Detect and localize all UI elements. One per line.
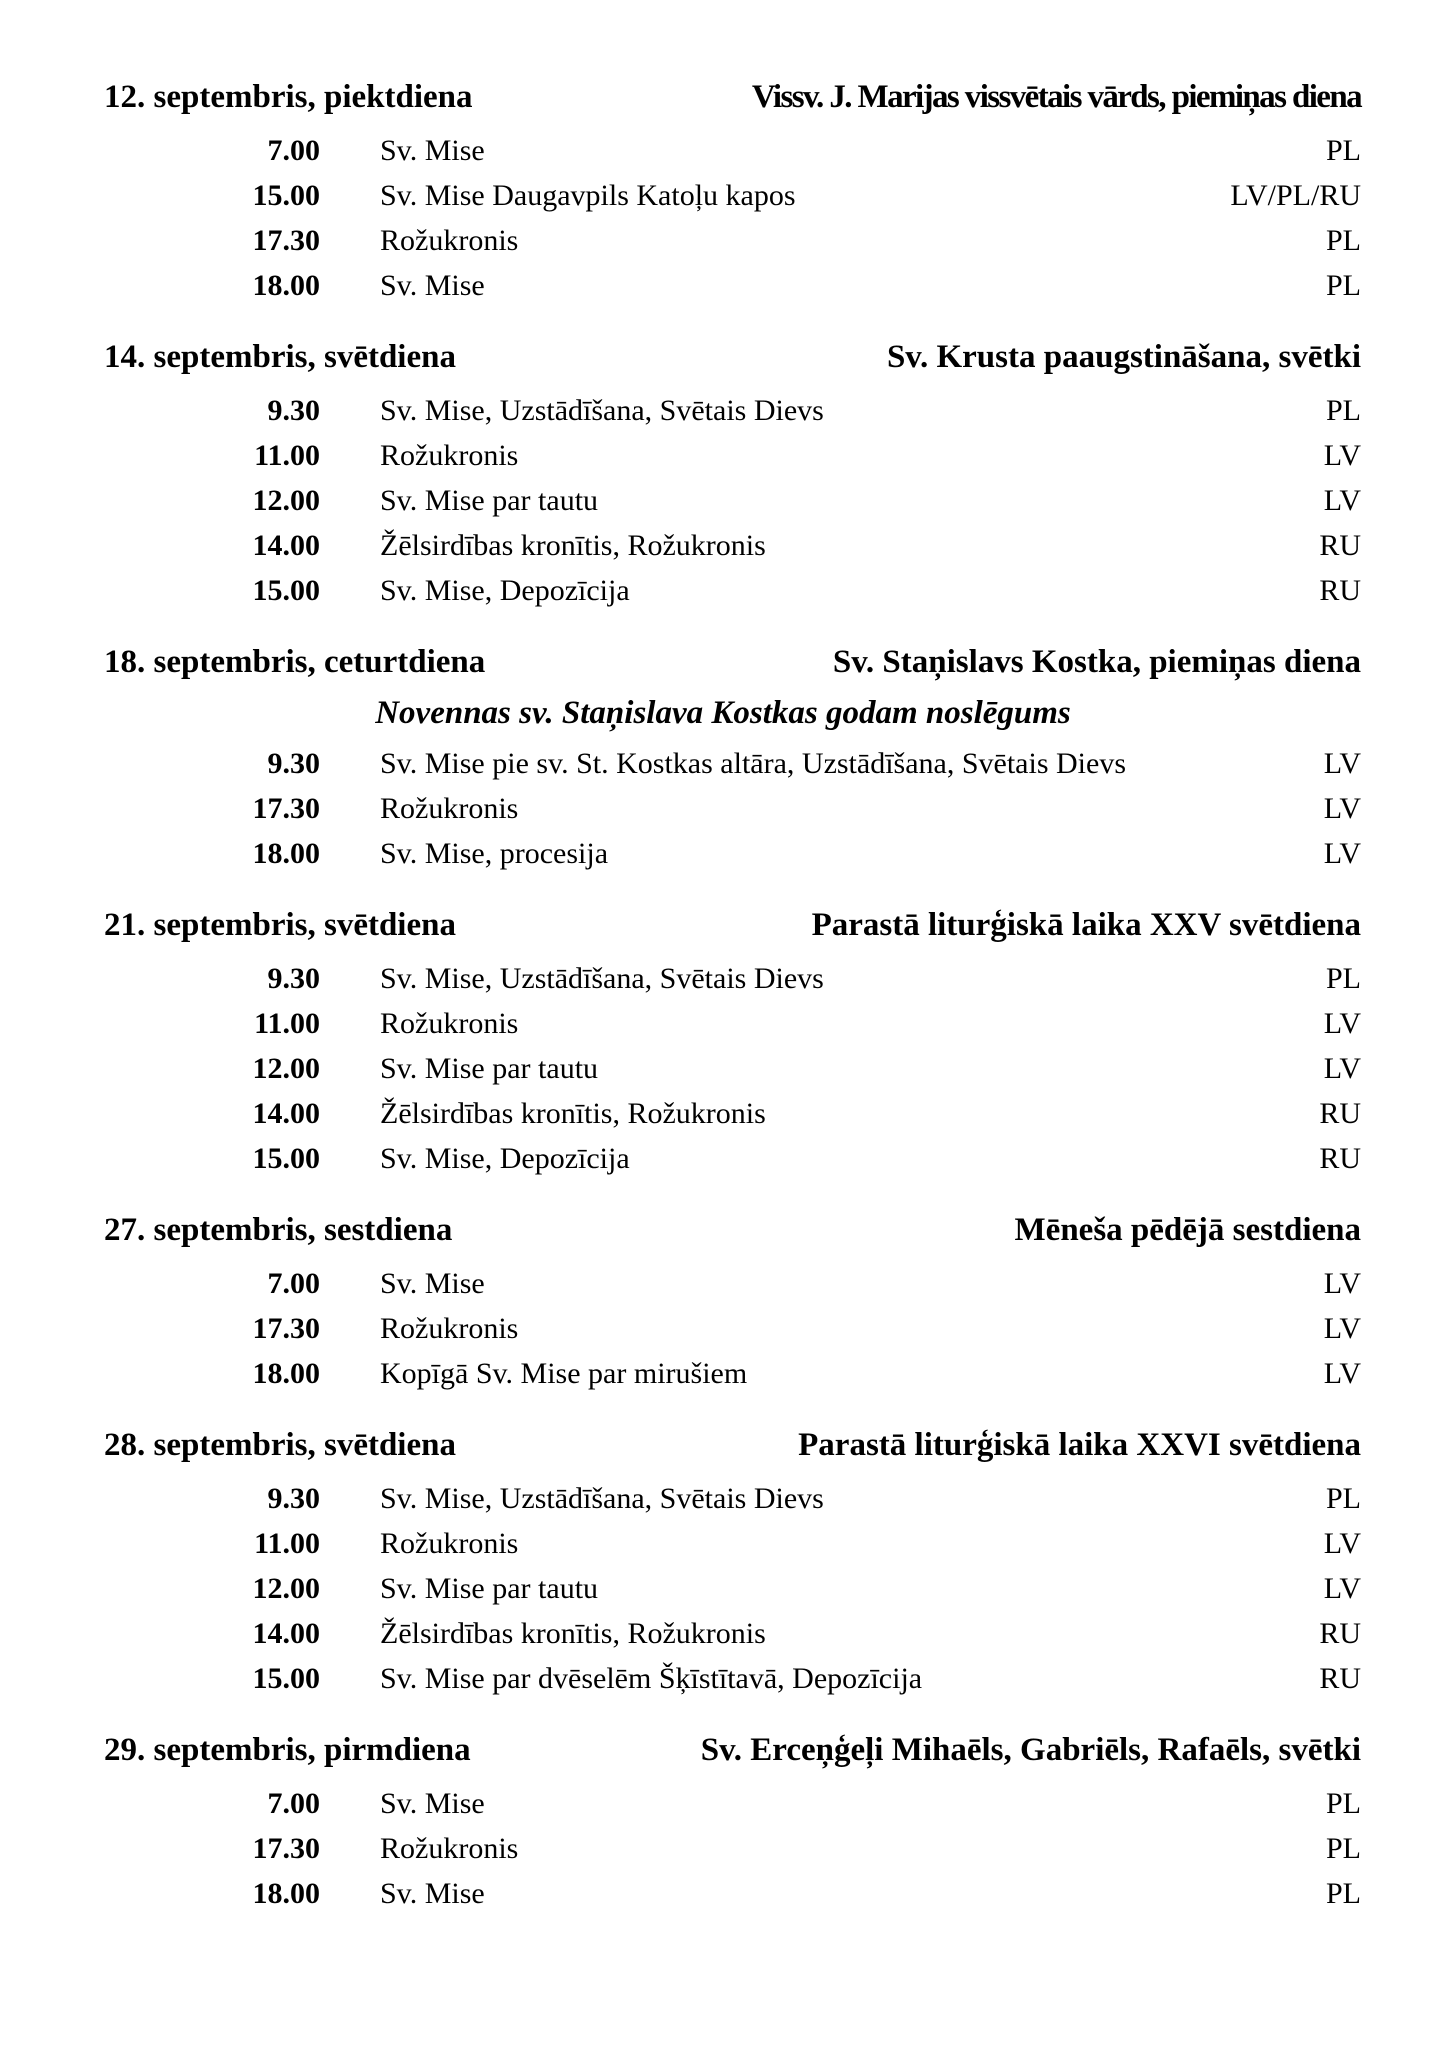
entry-description: Sv. Mise, Uzstādīšana, Svētais Dievs <box>380 1482 824 1515</box>
entry-description: Rožukronis <box>380 1832 519 1865</box>
entry-time: 17.30 <box>252 792 320 825</box>
day-date: 12. septembris, piektdiena <box>104 79 473 115</box>
entry-time: 17.30 <box>252 1832 320 1865</box>
schedule-entry <box>0 523 1448 568</box>
entry-list <box>0 1781 1448 1916</box>
entry-description: Sv. Mise, Depozīcija <box>380 1142 630 1175</box>
day-date: 27. septembris, sestdiena <box>104 1212 453 1248</box>
entry-language: PL <box>1325 134 1361 167</box>
schedule-entry <box>0 263 1448 308</box>
entry-description: Sv. Mise <box>380 1267 485 1300</box>
entry-language: PL <box>1325 1877 1361 1910</box>
schedule-entry <box>0 433 1448 478</box>
entry-language: PL <box>1325 224 1361 257</box>
day-section <box>0 66 1448 326</box>
schedule-entry <box>0 1091 1448 1136</box>
entry-language: LV <box>1323 1527 1361 1560</box>
day-feast: Sv. Staņislavs Kostka, piemiņas diena <box>832 644 1361 680</box>
entry-time: 7.00 <box>267 1787 320 1820</box>
entry-language: LV <box>1323 1312 1361 1345</box>
day-date: 21. septembris, svētdiena <box>104 907 456 943</box>
entry-time: 11.00 <box>254 1527 320 1560</box>
entry-description: Rožukronis <box>380 1007 519 1040</box>
entry-time: 12.00 <box>252 1572 320 1605</box>
section-gap <box>0 1396 1448 1414</box>
entry-description: Sv. Mise <box>380 269 485 302</box>
schedule-entry <box>0 1521 1448 1566</box>
entry-description: Sv. Mise, procesija <box>380 837 609 870</box>
entry-language: LV/PL/RU <box>1230 179 1361 212</box>
entry-description: Sv. Mise <box>380 1877 485 1910</box>
entry-description: Sv. Mise par tautu <box>380 1052 599 1085</box>
schedule-entry <box>0 1001 1448 1046</box>
entry-list <box>0 1261 1448 1396</box>
entry-time: 17.30 <box>252 1312 320 1345</box>
entry-time: 18.00 <box>252 1357 320 1390</box>
entry-description: Sv. Mise, Uzstādīšana, Svētais Dievs <box>380 394 824 427</box>
schedule-entry <box>0 1351 1448 1396</box>
day-header <box>0 326 1448 388</box>
entry-list <box>0 388 1448 613</box>
entry-time: 18.00 <box>252 269 320 302</box>
entry-list <box>0 956 1448 1181</box>
schedule-entry <box>0 1476 1448 1521</box>
section-gap <box>0 1181 1448 1199</box>
entry-language: PL <box>1325 394 1361 427</box>
day-feast: Vissv. J. Marijas vissvētais vārds, piemiņas diena <box>751 79 1361 115</box>
entry-time: 14.00 <box>252 529 320 562</box>
entry-description: Sv. Mise par dvēselēm Šķīstītavā, Depozīcija <box>380 1662 923 1695</box>
day-header <box>0 1199 1448 1261</box>
schedule-entry <box>0 1826 1448 1871</box>
entry-language: RU <box>1319 1142 1361 1175</box>
entry-time: 18.00 <box>252 837 320 870</box>
entry-time: 15.00 <box>252 1662 320 1695</box>
day-section <box>0 1414 1448 1719</box>
entry-language: PL <box>1325 1787 1361 1820</box>
section-gap <box>0 876 1448 894</box>
entry-language: PL <box>1325 269 1361 302</box>
schedule-entry <box>0 956 1448 1001</box>
entry-language: PL <box>1325 962 1361 995</box>
day-header <box>0 631 1448 693</box>
section-gap <box>0 1701 1448 1719</box>
section-gap <box>0 613 1448 631</box>
entry-time: 9.30 <box>267 747 320 780</box>
entry-description: Sv. Mise par tautu <box>380 484 599 517</box>
entry-time: 7.00 <box>267 1267 320 1300</box>
day-header <box>0 66 1448 128</box>
day-header <box>0 894 1448 956</box>
entry-time: 11.00 <box>254 439 320 472</box>
entry-description: Kopīgā Sv. Mise par mirušiem <box>380 1357 748 1390</box>
schedule-entry <box>0 388 1448 433</box>
entry-description: Sv. Mise, Uzstādīšana, Svētais Dievs <box>380 962 824 995</box>
day-section <box>0 631 1448 894</box>
entry-description: Sv. Mise Daugavpils Katoļu kapos <box>380 179 796 212</box>
section-gap <box>0 308 1448 326</box>
schedule-entry <box>0 741 1448 786</box>
entry-language: LV <box>1323 439 1361 472</box>
day-header <box>0 1719 1448 1781</box>
entry-language: LV <box>1323 1267 1361 1300</box>
schedule-entry <box>0 173 1448 218</box>
entry-time: 15.00 <box>252 1142 320 1175</box>
day-date: 28. septembris, svētdiena <box>104 1427 456 1463</box>
schedule-entry <box>0 831 1448 876</box>
section-gap <box>0 1916 1448 1934</box>
entry-language: RU <box>1319 1617 1361 1650</box>
day-section <box>0 326 1448 631</box>
entry-list <box>0 128 1448 308</box>
entry-language: LV <box>1323 792 1361 825</box>
entry-time: 12.00 <box>252 1052 320 1085</box>
entry-time: 15.00 <box>252 179 320 212</box>
day-feast: Parastā liturģiskā laika XXV svētdiena <box>811 907 1361 943</box>
entry-language: LV <box>1323 1052 1361 1085</box>
day-feast: Parastā liturģiskā laika XXVI svētdiena <box>798 1427 1361 1463</box>
entry-description: Rožukronis <box>380 1312 519 1345</box>
entry-time: 15.00 <box>252 574 320 607</box>
entry-time: 9.30 <box>267 394 320 427</box>
day-header <box>0 1414 1448 1476</box>
entry-description: Sv. Mise, Depozīcija <box>380 574 630 607</box>
entry-time: 18.00 <box>252 1877 320 1910</box>
entry-description: Rožukronis <box>380 439 519 472</box>
entry-time: 12.00 <box>252 484 320 517</box>
day-feast: Sv. Krusta paaugstināšana, svētki <box>886 339 1361 375</box>
schedule-entry <box>0 1566 1448 1611</box>
day-feast: Sv. Erceņģeļi Mihaēls, Gabriēls, Rafaēls, svētki <box>700 1732 1361 1768</box>
entry-description: Rožukronis <box>380 792 519 825</box>
entry-language: LV <box>1323 1007 1361 1040</box>
day-subtitle: Novennas sv. Staņislava Kostkas godam noslēgums <box>375 695 1071 731</box>
schedule-entry <box>0 218 1448 263</box>
entry-description: Sv. Mise pie sv. St. Kostkas altāra, Uzstādīšana, Svētais Dievs <box>380 747 1127 780</box>
schedule-entry <box>0 1046 1448 1091</box>
entry-description: Sv. Mise <box>380 1787 485 1820</box>
schedule-entry <box>0 1611 1448 1656</box>
schedule-entry <box>0 1136 1448 1181</box>
entry-time: 11.00 <box>254 1007 320 1040</box>
schedule-entry <box>0 568 1448 613</box>
entry-language: LV <box>1323 747 1361 780</box>
entry-description: Rožukronis <box>380 224 519 257</box>
entry-language: LV <box>1323 1572 1361 1605</box>
day-feast: Mēneša pēdējā sestdiena <box>1014 1212 1361 1248</box>
entry-description: Žēlsirdības kronītis, Rožukronis <box>380 1097 766 1130</box>
entry-time: 9.30 <box>267 962 320 995</box>
entry-language: LV <box>1323 1357 1361 1390</box>
entry-list <box>0 741 1448 876</box>
day-date: 14. septembris, svētdiena <box>104 339 456 375</box>
schedule-entry <box>0 128 1448 173</box>
day-date: 29. septembris, pirmdiena <box>104 1732 471 1768</box>
entry-description: Sv. Mise par tautu <box>380 1572 599 1605</box>
entry-description: Žēlsirdības kronītis, Rožukronis <box>380 529 766 562</box>
schedule-entry <box>0 478 1448 523</box>
schedule-entry <box>0 1261 1448 1306</box>
schedule-entry <box>0 786 1448 831</box>
entry-list <box>0 1476 1448 1701</box>
entry-language: LV <box>1323 484 1361 517</box>
schedule-entry <box>0 1871 1448 1916</box>
entry-language: PL <box>1325 1482 1361 1515</box>
schedule-entry <box>0 1781 1448 1826</box>
entry-language: RU <box>1319 574 1361 607</box>
entry-description: Sv. Mise <box>380 134 485 167</box>
schedule-entry <box>0 1656 1448 1701</box>
entry-description: Rožukronis <box>380 1527 519 1560</box>
day-section <box>0 1719 1448 1934</box>
day-date: 18. septembris, ceturtdiena <box>104 644 486 680</box>
entry-time: 9.30 <box>267 1482 320 1515</box>
entry-time: 14.00 <box>252 1097 320 1130</box>
entry-language: PL <box>1325 1832 1361 1865</box>
entry-language: LV <box>1323 837 1361 870</box>
day-section <box>0 1199 1448 1414</box>
day-section <box>0 894 1448 1199</box>
entry-time: 17.30 <box>252 224 320 257</box>
entry-time: 14.00 <box>252 1617 320 1650</box>
entry-language: RU <box>1319 1662 1361 1695</box>
entry-language: RU <box>1319 529 1361 562</box>
entry-description: Žēlsirdības kronītis, Rožukronis <box>380 1617 766 1650</box>
entry-time: 7.00 <box>267 134 320 167</box>
schedule-entry <box>0 1306 1448 1351</box>
entry-language: RU <box>1319 1097 1361 1130</box>
